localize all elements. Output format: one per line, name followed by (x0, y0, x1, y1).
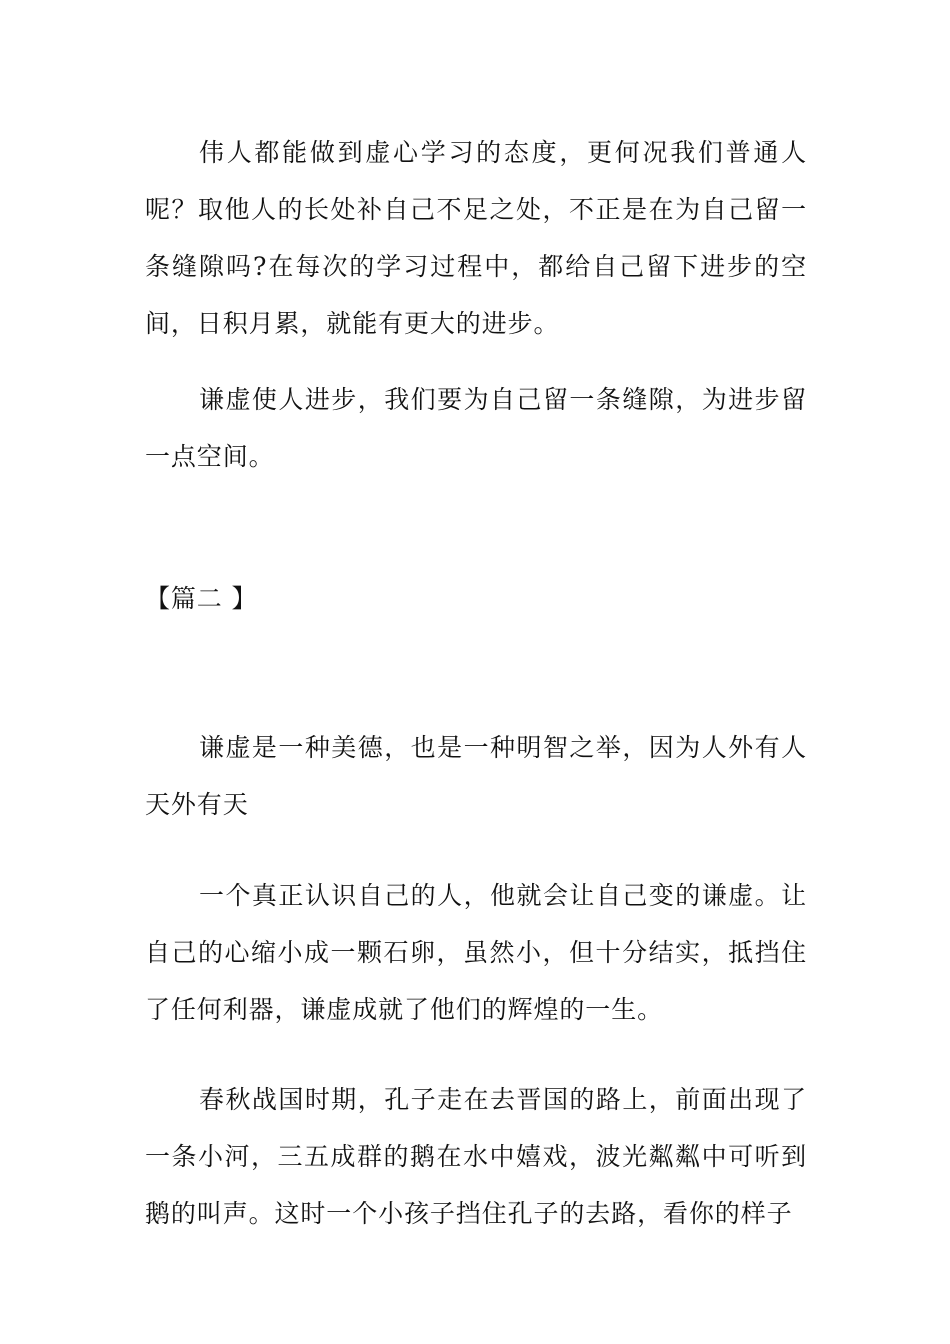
paragraph-humility-virtue: 谦虚是一种美德，也是一种明智之举，因为人外有人天外有天 (145, 733, 807, 819)
paragraph-humility-learning: 伟人都能做到虚心学习的态度，更何况我们普通人呢？取他人的长处补自己不足之处，不正是在为自己留一条缝隙吗?在每次的学习过程中，都给自己留下进步的空间，日积月累，就能有更大的进步。 (145, 138, 807, 338)
paragraph-know-yourself: 一个真正认识自己的人，他就会让自己变的谦虚。让自己的心缩小成一颗石卵，虽然小，但十分结实，抵挡住了任何利器，谦虚成就了他们的辉煌的一生。 (145, 881, 807, 1024)
paragraph-humility-progress: 谦虚使人进步，我们要为自己留一条缝隙，为进步留一点空间。 (145, 385, 807, 471)
section-heading: 【篇二 】 (145, 584, 258, 613)
paragraph-confucius-story: 春秋战国时期，孔子走在去晋国的路上，前面出现了一条小河，三五成群的鹅在水中嬉戏，波光粼粼中可听到鹅的叫声。这时一个小孩子挡住孔子的去路，看你的样子 (145, 1085, 807, 1228)
